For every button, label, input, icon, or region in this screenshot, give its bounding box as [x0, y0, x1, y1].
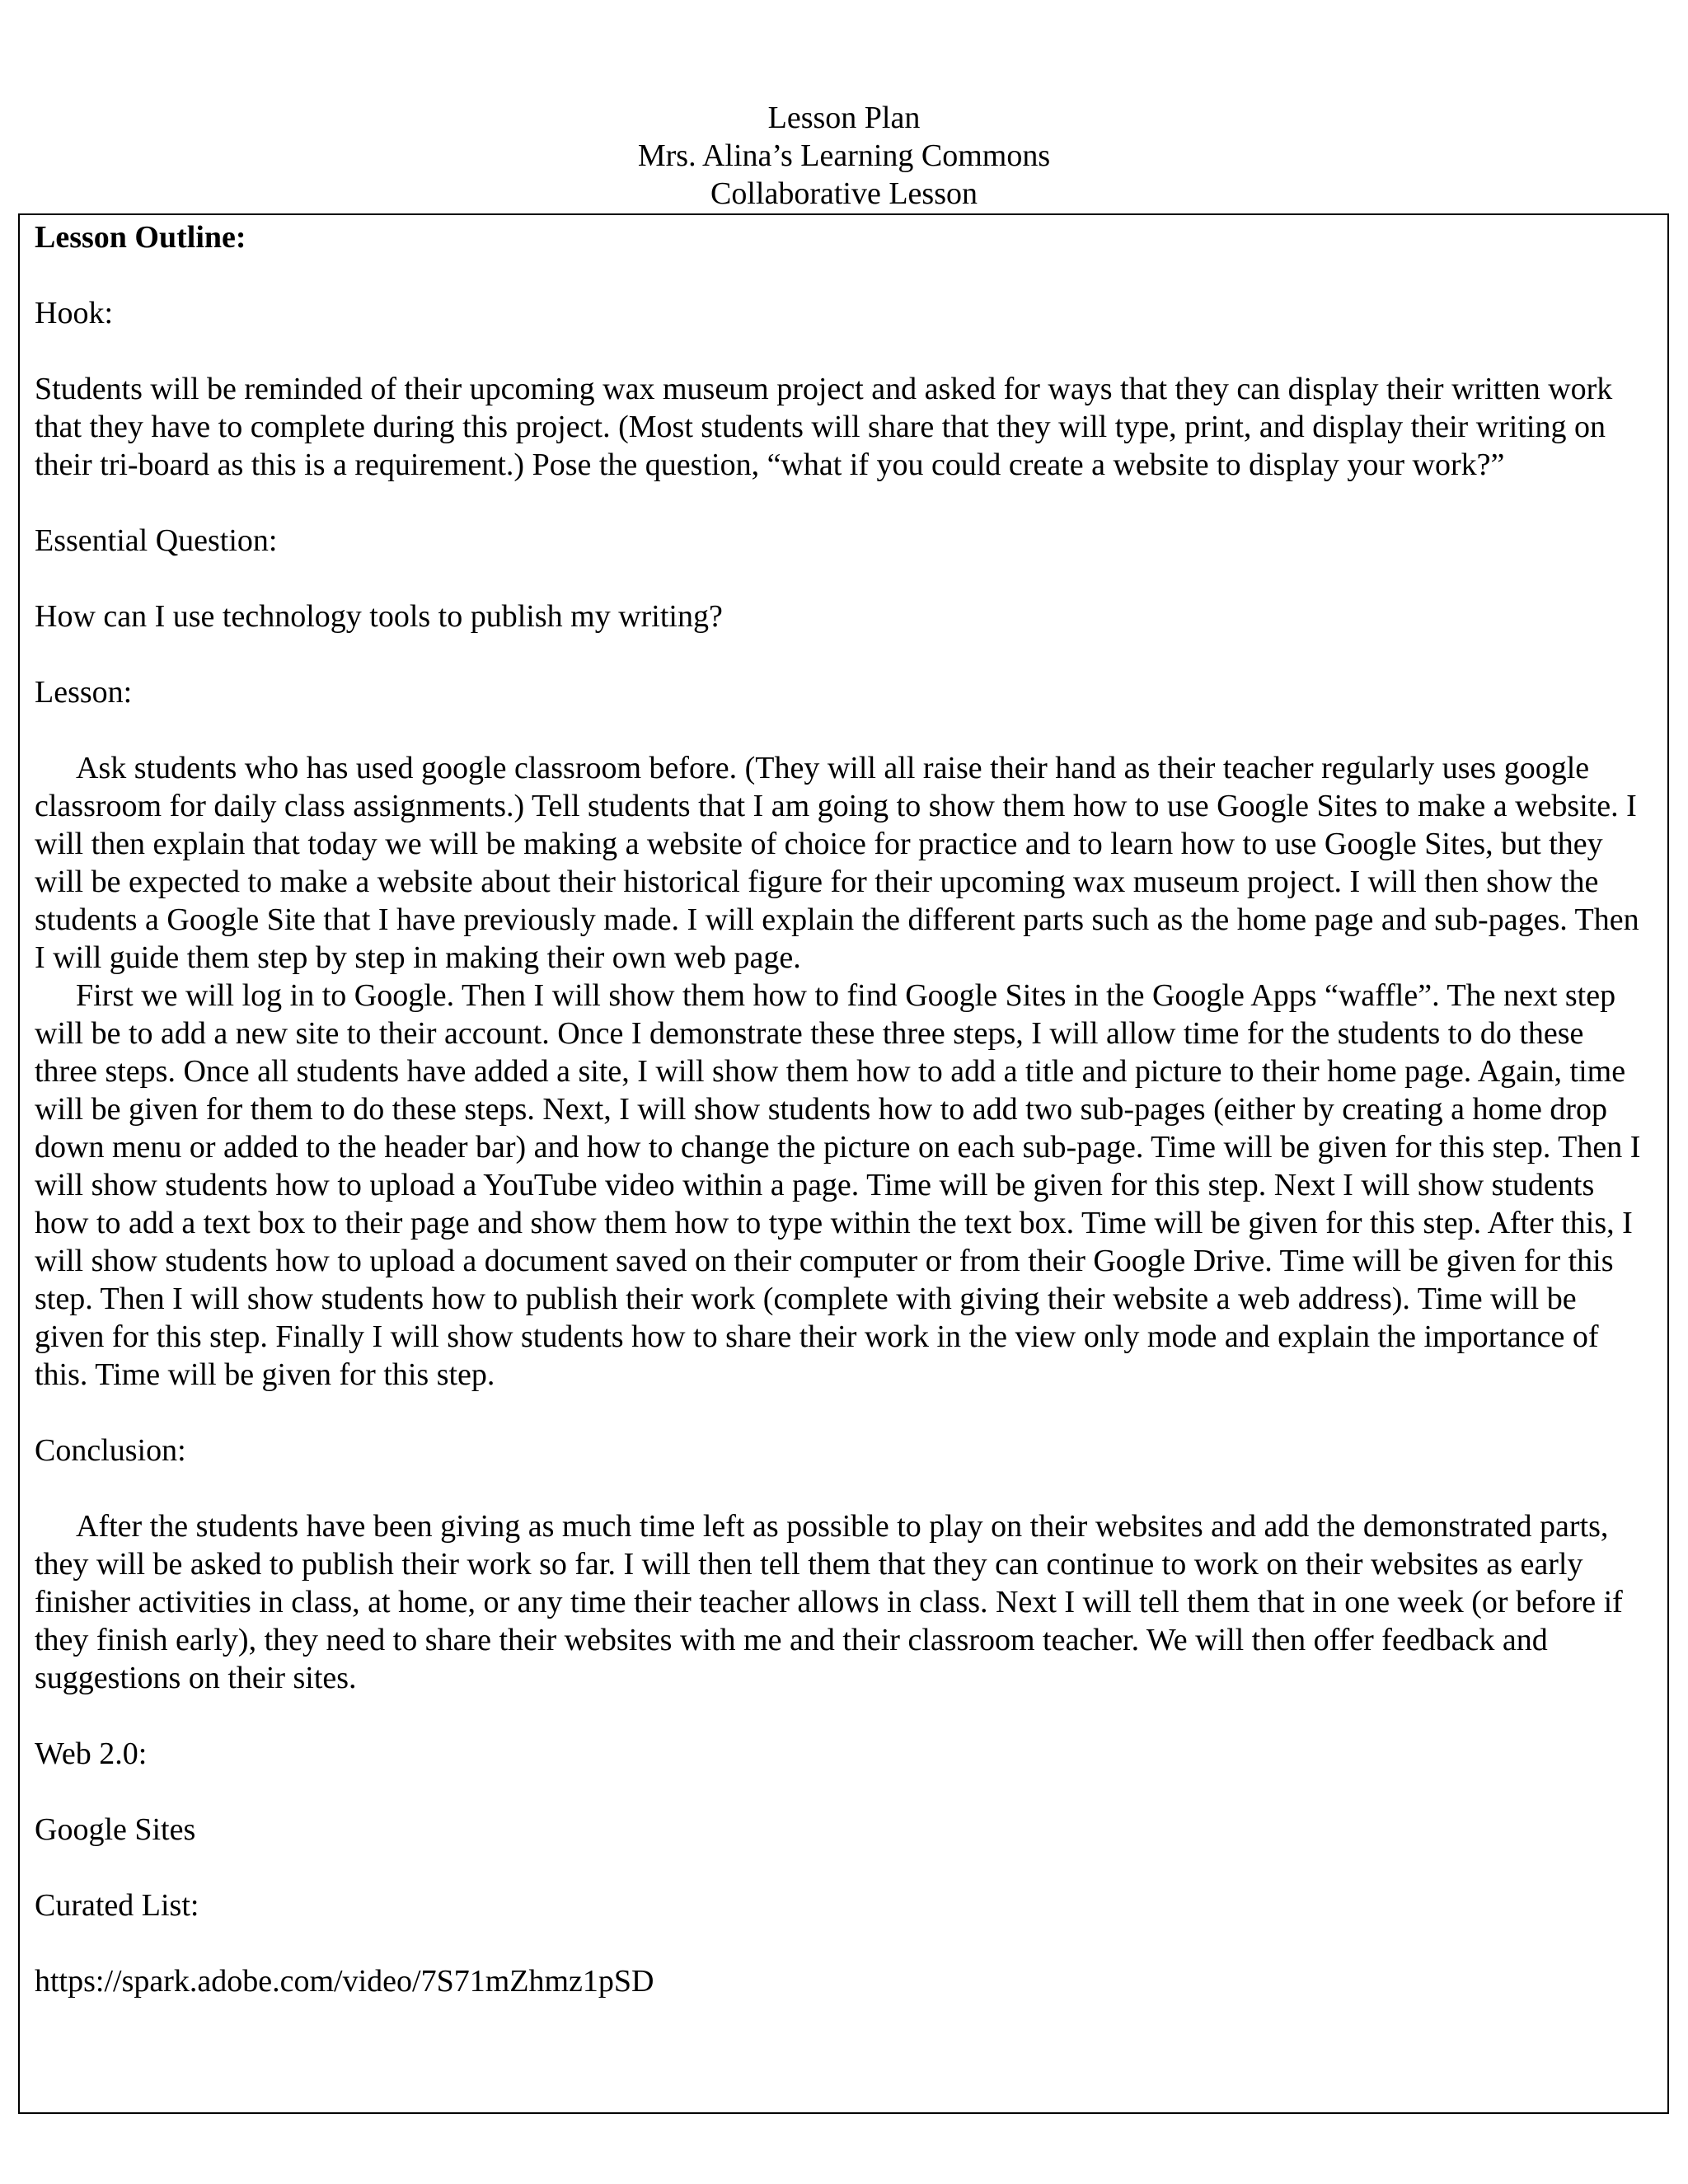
hook-text: Students will be reminded of their upcoming wax museum project and asked for ways that they can display their written work that they have to complete during this project. (Most students will share that they will type, print, and display their writing on their tri-board as this is a requirement.) Pose the question, “what if you could create a website to display your work?”	[35, 372, 1613, 482]
web-tools-label: Web 2.0:	[35, 1736, 148, 1771]
header-subtitle: Mrs. Alina’s Learning Commons	[637, 138, 1051, 173]
conclusion-label: Conclusion:	[35, 1433, 186, 1468]
curated-list-label: Curated List:	[35, 1888, 199, 1923]
web-tools-text: Google Sites	[35, 1812, 196, 1847]
header-lesson-type: Collaborative Lesson	[710, 176, 978, 211]
essential-question-label: Essential Question:	[35, 523, 278, 558]
document-header	[0, 99, 1688, 213]
outline-title: Lesson Outline:	[35, 220, 246, 255]
lesson-paragraph-1: Ask students who has used google classroom before. (They will all raise their hand as their teacher regularly uses google classroom for daily class assignments.) Tell students that I am going to show them how to use Google Sites to make a website. I will then explain that today we will be making a website of choice for practice and to learn how to use Google Sites, but they will be expected to make a website about their historical figure for their upcoming wax museum project. I will then show the students a Google Site that I have previously made. I will explain the different parts such as the home page and sub-pages. Then I will guide them step by step in making their own web page.	[35, 751, 1639, 975]
header-title: Lesson Plan	[767, 101, 921, 135]
lesson-outline-box	[18, 213, 1669, 2114]
conclusion-text: After the students have been giving as much time left as possible to play on their websites and add the demonstrated parts, they will be asked to publish their work so far. I will then tell them that they can continue to work on their websites as early finisher activities in class, at home, or any time their teacher allows in class. Next I will tell them that in one week (or before if they finish early), they need to share their websites with me and their classroom teacher. We will then offer feedback and suggestions on their sites.	[35, 1509, 1623, 1695]
hook-label: Hook:	[35, 296, 113, 330]
lesson-label: Lesson:	[35, 675, 133, 710]
essential-question-text: How can I use technology tools to publish my writing?	[35, 599, 723, 634]
curated-list-link: https://spark.adobe.com/video/7S71mZhmz1pSD	[35, 1964, 654, 1999]
lesson-paragraph-2: First we will log in to Google. Then I will show them how to find Google Sites in the Google Apps “waffle”. The next step will be to add a new site to their account. Once I demonstrate these three steps, I will allow time for the students to do these three steps. Once all students have added a site, I will show them how to add a title and picture to their home page. Again, time will be given for them to do these steps. Next, I will show students how to add two sub-pages (either by creating a home drop down menu or added to the header bar) and how to change the picture on each sub-page. Time will be given for this step. Then I will show students how to upload a YouTube video within a page. Time will be given for this step. Next I will show students how to add a text box to their page and show them how to type within the text box. Time will be given for this step. After this, I will show students how to upload a document saved on their computer or from their Google Drive. Time will be given for this step. Then I will show students how to publish their work (complete with giving their website a web address). Time will be given for this step. Finally I will show students how to share their work in the view only mode and explain the importance of this. Time will be given for this step.	[35, 978, 1641, 1392]
